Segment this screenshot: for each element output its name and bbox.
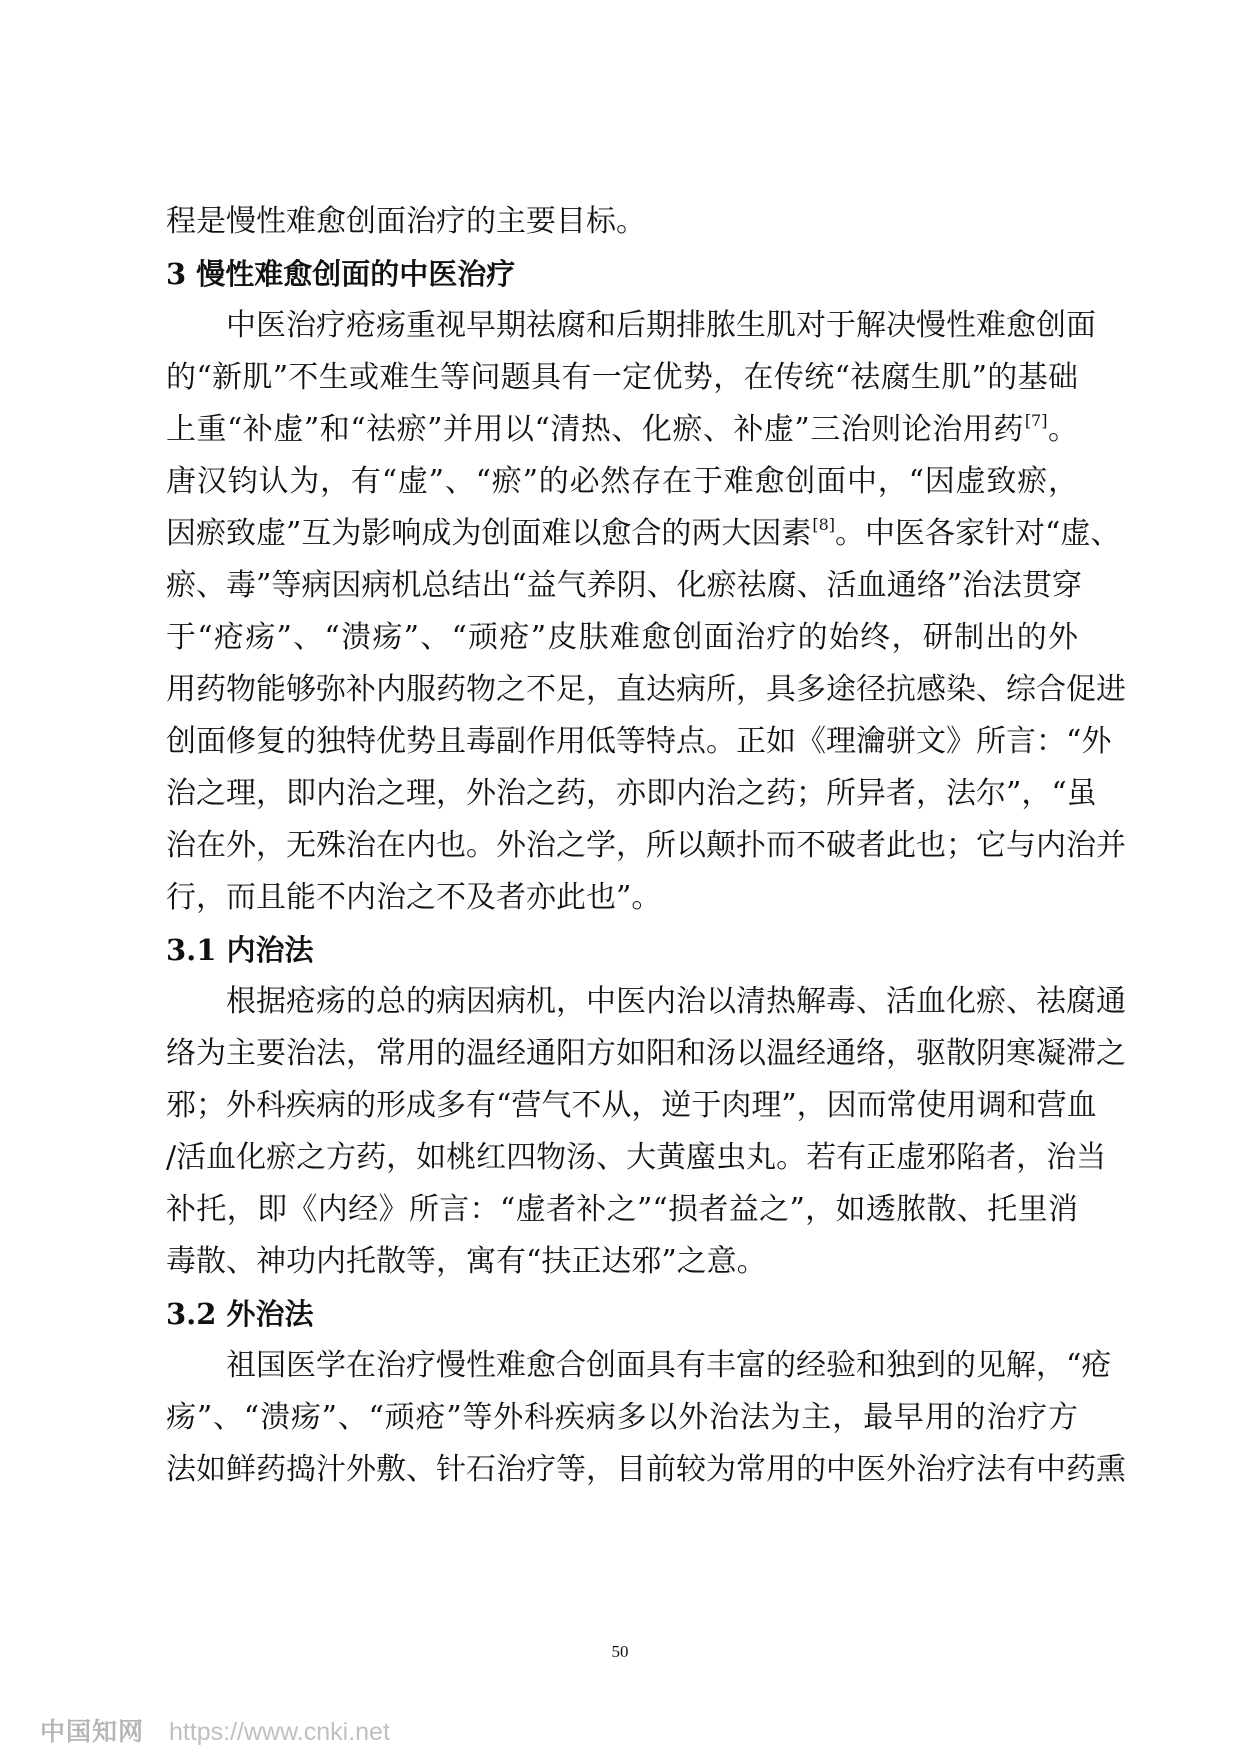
text-line — [166, 1034, 1126, 1074]
line-text: 程是慢性难愈创面治疗的主要目标。 — [166, 204, 646, 239]
citation-ref: [8] — [812, 515, 836, 534]
line-text: 创面修复的独特优势且毒副作用低等特点。正如《理瀹骈文》所言：“外 — [166, 724, 1112, 759]
text-line — [166, 1138, 1107, 1178]
cnki-url: https://www.cnki.net — [168, 1718, 390, 1746]
line-text: 瘀、毒”等病因病机总结出“益气养阴、化瘀祛腐、活血通络”治法贯穿 — [166, 568, 1083, 603]
text-line — [166, 1086, 1097, 1126]
text-line — [166, 1398, 1078, 1438]
line-text: 的“新肌”不生或难生等问题具有一定优势，在传统“祛腐生肌”的基础 — [166, 360, 1078, 395]
line-text: /活血化瘀之方药，如桃红四物汤、大黄䗪虫丸。若有正虚邪陷者，治当 — [166, 1140, 1107, 1175]
line-text: 行，而且能不内治之不及者亦此也”。 — [166, 880, 662, 915]
line-text: 用药物能够弥补内服药物之不足，直达病所，具多途径抗感染、综合促进 — [166, 672, 1126, 707]
text-line — [226, 1346, 1112, 1386]
text-line — [166, 1242, 1078, 1282]
text-line — [166, 202, 1078, 242]
line-text-continued: 。中医各家针对“虚、 — [835, 516, 1121, 551]
text-line — [166, 826, 1126, 866]
line-text: 3.1 内治法 — [166, 933, 314, 967]
line-text: 3.2 外治法 — [166, 1297, 314, 1331]
page-number: 50 — [611, 1642, 629, 1661]
line-text: 邪；外科疾病的形成多有“营气不从，逆于肉理”，因而常使用调和营血 — [166, 1088, 1097, 1123]
line-text: 根据疮疡的总的病因病机，中医内治以清热解毒、活血化瘀、祛腐通 — [226, 984, 1126, 1019]
line-text: 补托，即《内经》所言：“虚者补之”“损者益之”，如透脓散、托里消 — [166, 1192, 1078, 1227]
line-text: 法如鲜药捣汁外敷、针石治疗等，目前较为常用的中医外治疗法有中药熏 — [166, 1452, 1126, 1487]
section-heading — [166, 930, 314, 970]
line-text: 毒散、神功内托散等，寓有“扶正达邪”之意。 — [166, 1244, 767, 1279]
text-line — [166, 566, 1083, 606]
text-line — [166, 722, 1112, 762]
text-line — [166, 410, 1078, 450]
text-line — [166, 358, 1078, 398]
text-line — [166, 1190, 1078, 1230]
text-line — [226, 306, 1096, 346]
text-line — [166, 878, 1078, 918]
line-text-continued: 。 — [1047, 412, 1078, 447]
line-text: 于“疮疡”、“溃疡”、“顽疮”皮肤难愈创面治疗的始终，研制出的外 — [166, 620, 1078, 655]
line-text: 疡”、“溃疡”、“顽疮”等外科疾病多以外治法为主，最早用的治疗方 — [166, 1400, 1078, 1435]
line-text: 治在外，无殊治在内也。外治之学，所以颠扑而不破者此也；它与内治并 — [166, 828, 1126, 863]
line-text: 因瘀致虚”互为影响成为创面难以愈合的两大因素 — [166, 516, 812, 551]
text-line — [166, 514, 1121, 554]
section-heading — [166, 254, 515, 294]
line-text: 络为主要治法，常用的温经通阳方如阳和汤以温经通络，驱散阴寒凝滞之 — [166, 1036, 1126, 1071]
line-text: 唐汉钧认为，有“虚”、“瘀”的必然存在于难愈创面中，“因虚致瘀， — [166, 464, 1078, 499]
cnki-logo: 中国知网 — [40, 1718, 145, 1746]
line-text: 治之理，即内治之理，外治之药，亦即内治之药；所异者，法尔”，“虽 — [166, 776, 1097, 811]
line-text: 祖国医学在治疗慢性难愈合创面具有丰富的经验和独到的见解，“疮 — [226, 1348, 1112, 1383]
text-line — [166, 670, 1126, 710]
text-line — [166, 1450, 1126, 1490]
line-text: 3 慢性难愈创面的中医治疗 — [166, 257, 516, 291]
cnki-watermark — [40, 1712, 390, 1748]
text-line — [166, 774, 1097, 814]
section-heading — [166, 1294, 314, 1334]
line-text: 中医治疗疮疡重视早期祛腐和后期排脓生肌对于解决慢性难愈创面 — [226, 308, 1096, 343]
text-line — [166, 618, 1078, 658]
text-line — [166, 462, 1078, 502]
citation-ref: [7] — [1024, 411, 1048, 430]
line-text: 上重“补虚”和“祛瘀”并用以“清热、化瘀、补虚”三治则论治用药 — [166, 412, 1024, 447]
text-line — [226, 982, 1126, 1022]
